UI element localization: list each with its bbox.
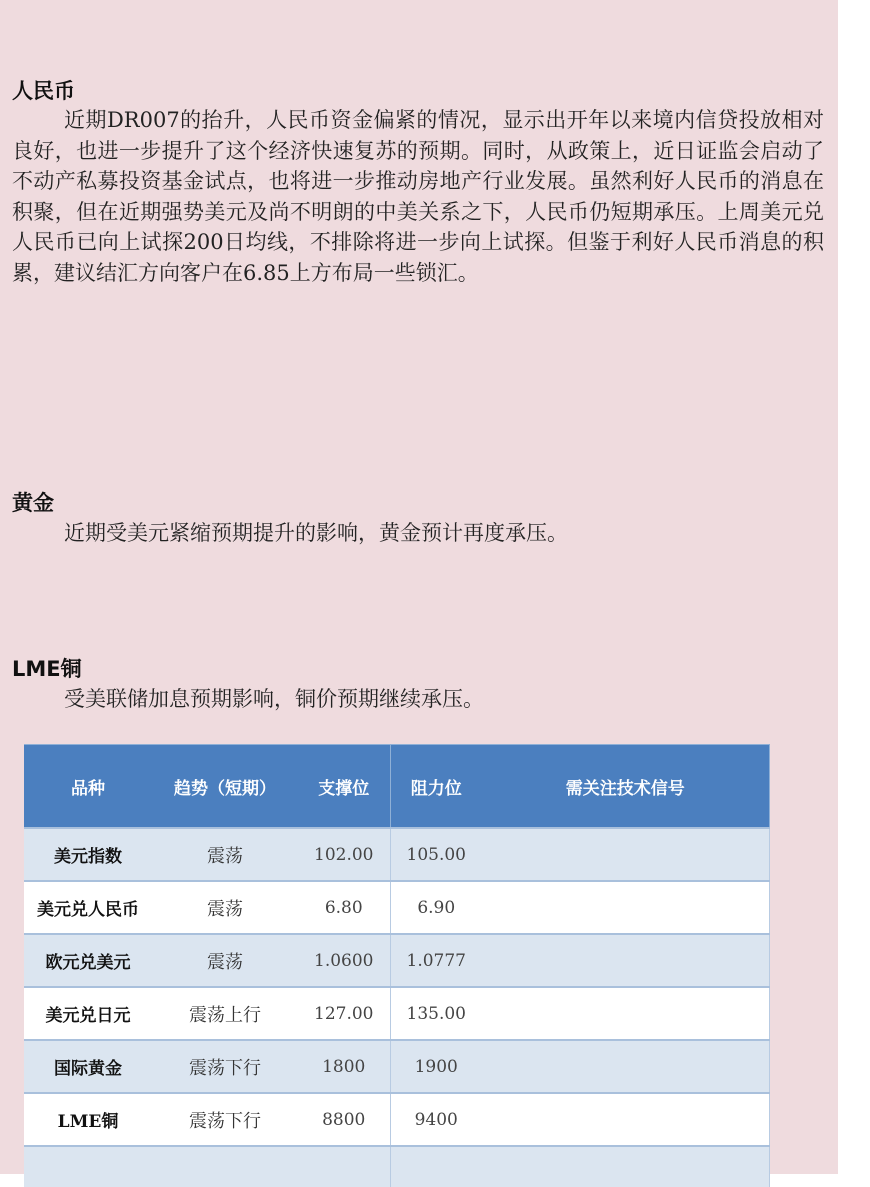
row-resistance: 105.00 [390, 828, 482, 881]
technical-levels-table [24, 744, 769, 1187]
row-signal [482, 828, 769, 881]
row-support: 1800 [298, 1040, 390, 1093]
row-signal [482, 934, 769, 987]
row-name: 美元兑人民币 [24, 881, 152, 934]
row-resistance: 9400 [390, 1093, 482, 1146]
row-trend: 震荡 [152, 881, 298, 934]
row-trend: 震荡下行 [152, 1093, 298, 1146]
row-signal [482, 1093, 769, 1146]
gold-section-title: 黄金 [12, 491, 54, 515]
header-trend: 趋势（短期） [152, 745, 298, 829]
row-trend: 震荡上行 [152, 987, 298, 1040]
rmb-section-title: 人民币 [12, 79, 75, 103]
rmb-section-body: 近期DR007的抬升，人民币资金偏紧的情况，显示出开年以来境内信贷投放相对良好，也进一步提升了这个经济快速复苏的预期。同时，从政策上，近日证监会启动了不动产私募投资基金试点，也将进一步推动房地产行业发展。虽然利好人民币的消息在积聚，但在近期强势美元及尚不明朗的中美关系之下，人民币仍短期承压。上周美元兑人民币已向上试探200日均线，不排除将进一步向上试探。但鉴于利好人民币消息的积累，建议结汇方向客户在6.85上方布局一些锁汇。 [12, 108, 824, 285]
table-row [24, 828, 769, 881]
row-trend: 震荡下行 [152, 1040, 298, 1093]
row-support: 102.00 [298, 828, 390, 881]
table-row-empty [24, 1146, 769, 1187]
row-signal [482, 987, 769, 1040]
header-signal: 需关注技术信号 [482, 745, 769, 829]
header-name: 品种 [24, 745, 152, 829]
copper-section-body: 受美联储加息预期影响，铜价预期继续承压。 [64, 687, 484, 711]
gold-section-body: 近期受美元紧缩预期提升的影响，黄金预计再度承压。 [64, 521, 568, 545]
row-name: 国际黄金 [24, 1040, 152, 1093]
row-signal [482, 881, 769, 934]
row-resistance: 135.00 [390, 987, 482, 1040]
row-resistance: 6.90 [390, 881, 482, 934]
row-trend: 震荡 [152, 828, 298, 881]
row-name: 欧元兑美元 [24, 934, 152, 987]
table-row [24, 881, 769, 934]
table-header-row [24, 745, 769, 829]
row-support: 8800 [298, 1093, 390, 1146]
row-signal [482, 1040, 769, 1093]
row-resistance: 1.0777 [390, 934, 482, 987]
row-name: 美元指数 [24, 828, 152, 881]
header-resistance: 阻力位 [390, 745, 482, 829]
row-name: 美元兑日元 [24, 987, 152, 1040]
levels-table [24, 744, 770, 1187]
table-row [24, 934, 769, 987]
header-support: 支撑位 [298, 745, 390, 829]
row-support: 6.80 [298, 881, 390, 934]
table-row [24, 1093, 769, 1146]
row-resistance: 1900 [390, 1040, 482, 1093]
row-name: LME铜 [24, 1093, 152, 1146]
row-support: 127.00 [298, 987, 390, 1040]
copper-section-title: LME铜 [12, 657, 82, 681]
row-trend: 震荡 [152, 934, 298, 987]
table-row [24, 1040, 769, 1093]
table-row [24, 987, 769, 1040]
row-support: 1.0600 [298, 934, 390, 987]
